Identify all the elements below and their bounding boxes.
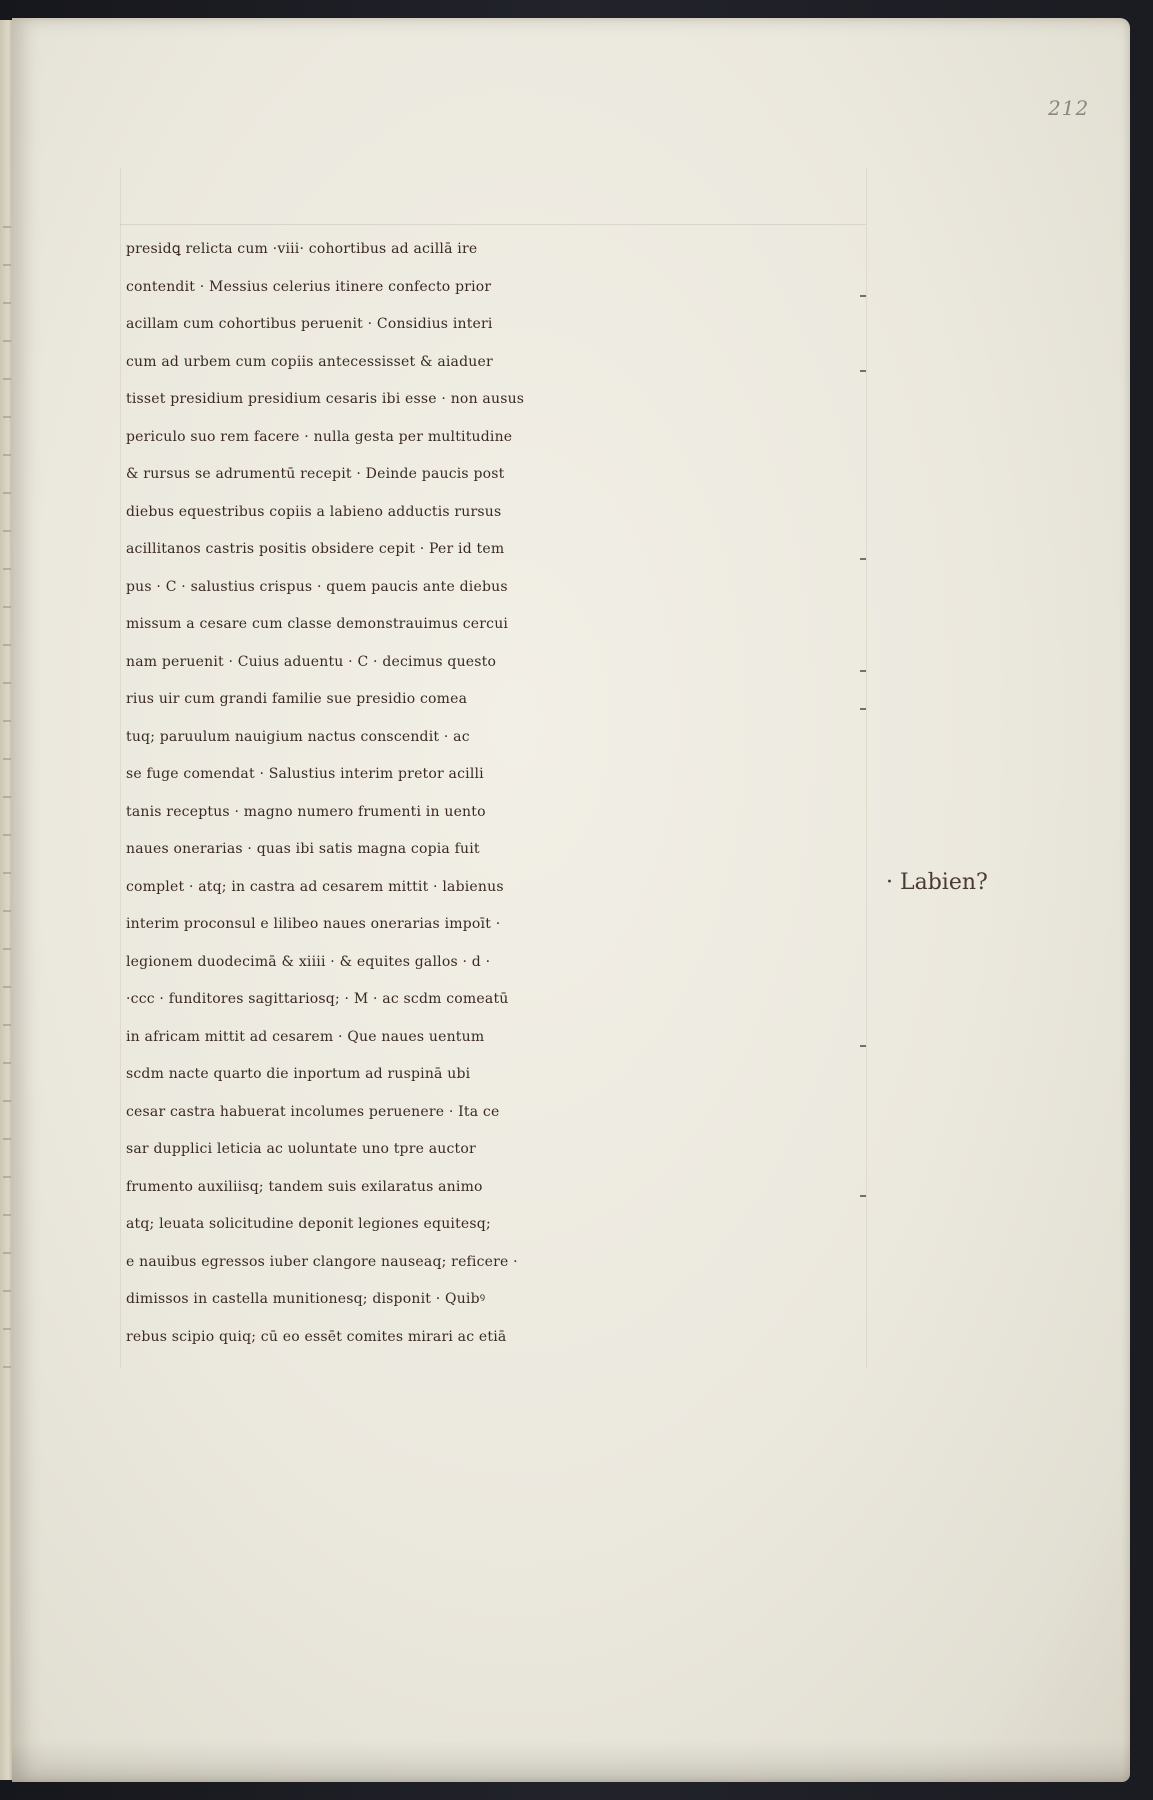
text-line-21: ·ccc · funditores sagittariosq; · M · ac scdm comeatū [126, 991, 509, 1007]
page-bottom-shadow [12, 1740, 1130, 1782]
text-line-15: se fuge comendat · Salustius interim pretor acilli [126, 766, 484, 782]
margin-mark [860, 295, 866, 297]
text-line-30: rebus scipio quiq; cū eo essēt comites mirari ac etiā [126, 1328, 507, 1345]
text-line-1: presidꝗ relicta cum ·viii· cohortibus ad acillā ire [126, 241, 478, 257]
text-line-5: tisset presidium presidium cesaris ibi esse · non ausus [126, 391, 525, 407]
margin-mark [860, 670, 866, 672]
text-line-6: periculo suo rem facere · nulla gesta per multitudine [126, 428, 513, 445]
margin-mark [860, 1045, 866, 1047]
adjacent-page-text-edge [3, 200, 11, 1380]
text-line-3: acillam cum cohortibus peruenit · Considius interi [126, 316, 493, 332]
text-line-11: missum a cesare cum classe demonstrauimus cercui [126, 616, 509, 632]
text-line-8: diebus equestribus copiis a labieno adductis rursus [126, 503, 502, 520]
text-line-20: legionem duodecimā & xiiii · & equites gallos · d · [126, 953, 491, 970]
text-line-10: pus · C · salustius crispus · quem paucis ante diebus [126, 578, 508, 595]
text-line-13: rius uir cum grandi familie sue presidio comea [126, 691, 468, 707]
ruling-line-top [120, 224, 866, 225]
main-text-block [126, 231, 886, 1356]
text-line-12: nam peruenit · Cuius aduentu · C · decimus questo [126, 653, 497, 670]
margin-mark [860, 370, 866, 372]
text-line-2: contendit · Messius celerius itinere confecto prior [126, 278, 492, 295]
text-line-24: cesar castra habuerat incolumes peruenere · Ita ce [126, 1103, 500, 1120]
ruling-line-left [120, 168, 121, 1368]
text-line-23: scdm nacte quarto die inportum ad ruspinā ubi [126, 1066, 471, 1082]
margin-annotation: · Labien? [886, 870, 988, 895]
text-line-27: atq; leuata solicitudine deponit legiones equitesq; [126, 1216, 491, 1232]
margin-mark [860, 558, 866, 560]
text-line-26: frumento auxiliisq; tandem suis exilaratus animo [126, 1178, 483, 1195]
text-line-25: sar dupplici leticia ac uoluntate uno tpre auctor [126, 1141, 476, 1157]
margin-mark [860, 1195, 866, 1197]
folio-number: 212 [1048, 96, 1090, 120]
text-line-28: e nauibus egressos iuber clangore nauseaq; reficere · [126, 1253, 518, 1270]
text-line-19: interim proconsul e lilibeo naues onerarias impoīt · [126, 916, 501, 932]
text-line-7: & rursus se adrumentū recepit · Deinde paucis post [126, 466, 505, 482]
text-line-29: dimissos in castella munitionesq; disponit · Quibꝰ [126, 1291, 486, 1307]
text-line-18: complet · atq; in castra ad cesarem mittit · labienus [126, 878, 504, 895]
text-line-22: in africam mittit ad cesarem · Que naues uentum [126, 1028, 485, 1045]
margin-mark [860, 708, 866, 710]
text-line-17: naues onerarias · quas ibi satis magna copia fuit [126, 841, 480, 857]
text-line-14: tuq; paruulum nauigium nactus conscendit · ac [126, 728, 470, 745]
text-line-4: cum ad urbem cum copiis antecessisset & aiaduer [126, 353, 493, 370]
text-line-16: tanis receptus · magno numero frumenti in uento [126, 803, 486, 820]
folio-page [12, 18, 1130, 1782]
text-line-9: acillitanos castris positis obsidere cepit · Per id tem [126, 541, 505, 557]
